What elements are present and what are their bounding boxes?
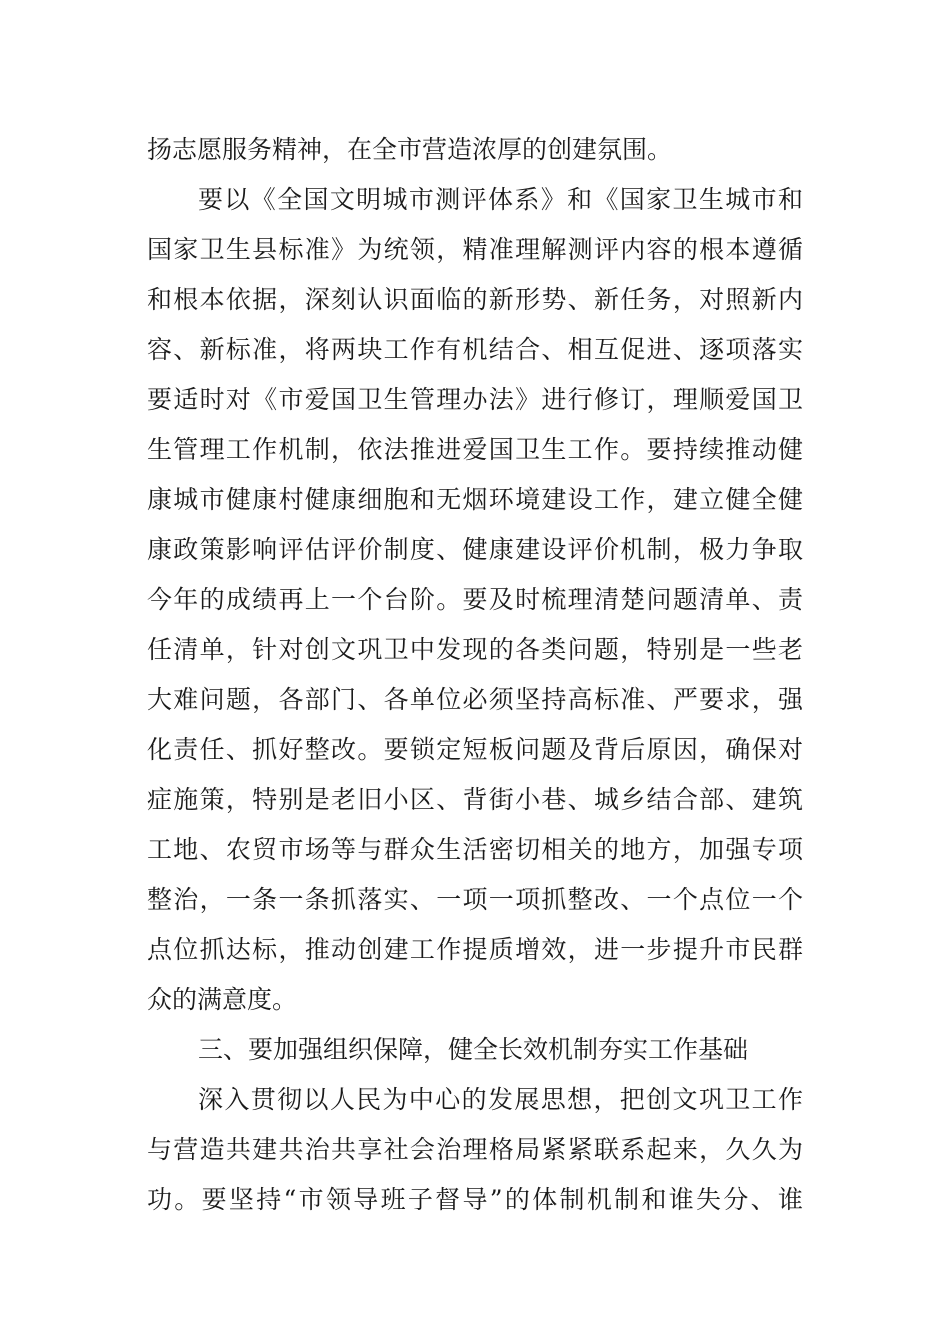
text-line: [0, 175, 950, 225]
text-line: [0, 625, 950, 675]
text-line: [0, 425, 950, 475]
line-text: 点位抓达标，推动创建工作提质增效，进一步提升市民群: [147, 935, 803, 964]
text-line: [0, 725, 950, 775]
text-line: [0, 275, 950, 325]
text-line: [0, 775, 950, 825]
line-text: 今年的成绩再上一个台阶。要及时梳理清楚问题清单、责: [147, 585, 803, 614]
text-line: [0, 1075, 950, 1125]
line-text: 国家卫生县标准》为统领，精准理解测评内容的根本遵循: [147, 235, 803, 264]
line-text: 康政策影响评估评价制度、健康建设评价机制，极力争取: [147, 535, 803, 564]
line-text: 深入贯彻以人民为中心的发展思想，把创文巩卫工作: [198, 1085, 803, 1114]
line-text: 大难问题，各部门、各单位必须坚持高标准、严要求，强: [147, 685, 803, 714]
line-text: 扬志愿服务精神，在全市营造浓厚的创建氛围。: [147, 135, 673, 164]
line-text: 与营造共建共治共享社会治理格局紧紧联系起来，久久为: [147, 1135, 803, 1164]
line-text: 容、新标准，将两块工作有机结合、相互促进、逐项落实: [147, 335, 803, 364]
text-line: [0, 525, 950, 575]
text-line: [0, 225, 950, 275]
line-text: 生管理工作机制，依法推进爱国卫生工作。要持续推动健: [147, 435, 803, 464]
text-line: [0, 375, 950, 425]
line-text: 任清单，针对创文巩卫中发现的各类问题，特别是一些老: [147, 635, 803, 664]
text-line: [0, 125, 950, 175]
line-text: 工地、农贸市场等与群众生活密切相关的地方，加强专项: [147, 835, 803, 864]
line-text: 化责任、抓好整改。要锁定短板问题及背后原因，确保对: [147, 735, 803, 764]
text-line: [0, 1175, 950, 1225]
line-text: 康城市健康村健康细胞和无烟环境建设工作，建立健全健: [147, 485, 803, 514]
text-line: [0, 875, 950, 925]
text-line: [0, 825, 950, 875]
line-text: 要以《全国文明城市测评体系》和《国家卫生城市和: [198, 185, 803, 214]
line-text: 功。要坚持“市领导班子督导”的体制机制和谁失分、谁: [147, 1185, 803, 1214]
text-line: [0, 925, 950, 975]
text-line: [0, 325, 950, 375]
text-line: [0, 675, 950, 725]
line-text: 和根本依据，深刻认识面临的新形势、新任务，对照新内: [147, 285, 803, 314]
section-heading: [0, 1025, 950, 1075]
text-line: [0, 1125, 950, 1175]
line-text: 症施策，特别是老旧小区、背街小巷、城乡结合部、建筑: [147, 785, 803, 814]
line-text: 整治，一条一条抓落实、一项一项抓整改、一个点位一个: [147, 885, 803, 914]
line-text: 要适时对《市爱国卫生管理办法》进行修订，理顺爱国卫: [147, 385, 803, 414]
text-line: [0, 975, 950, 1025]
section-heading-text: 三、要加强组织保障，健全长效机制夯实工作基础: [198, 1035, 749, 1064]
text-line: [0, 475, 950, 525]
line-text: 众的满意度。: [147, 985, 298, 1014]
text-line: [0, 575, 950, 625]
